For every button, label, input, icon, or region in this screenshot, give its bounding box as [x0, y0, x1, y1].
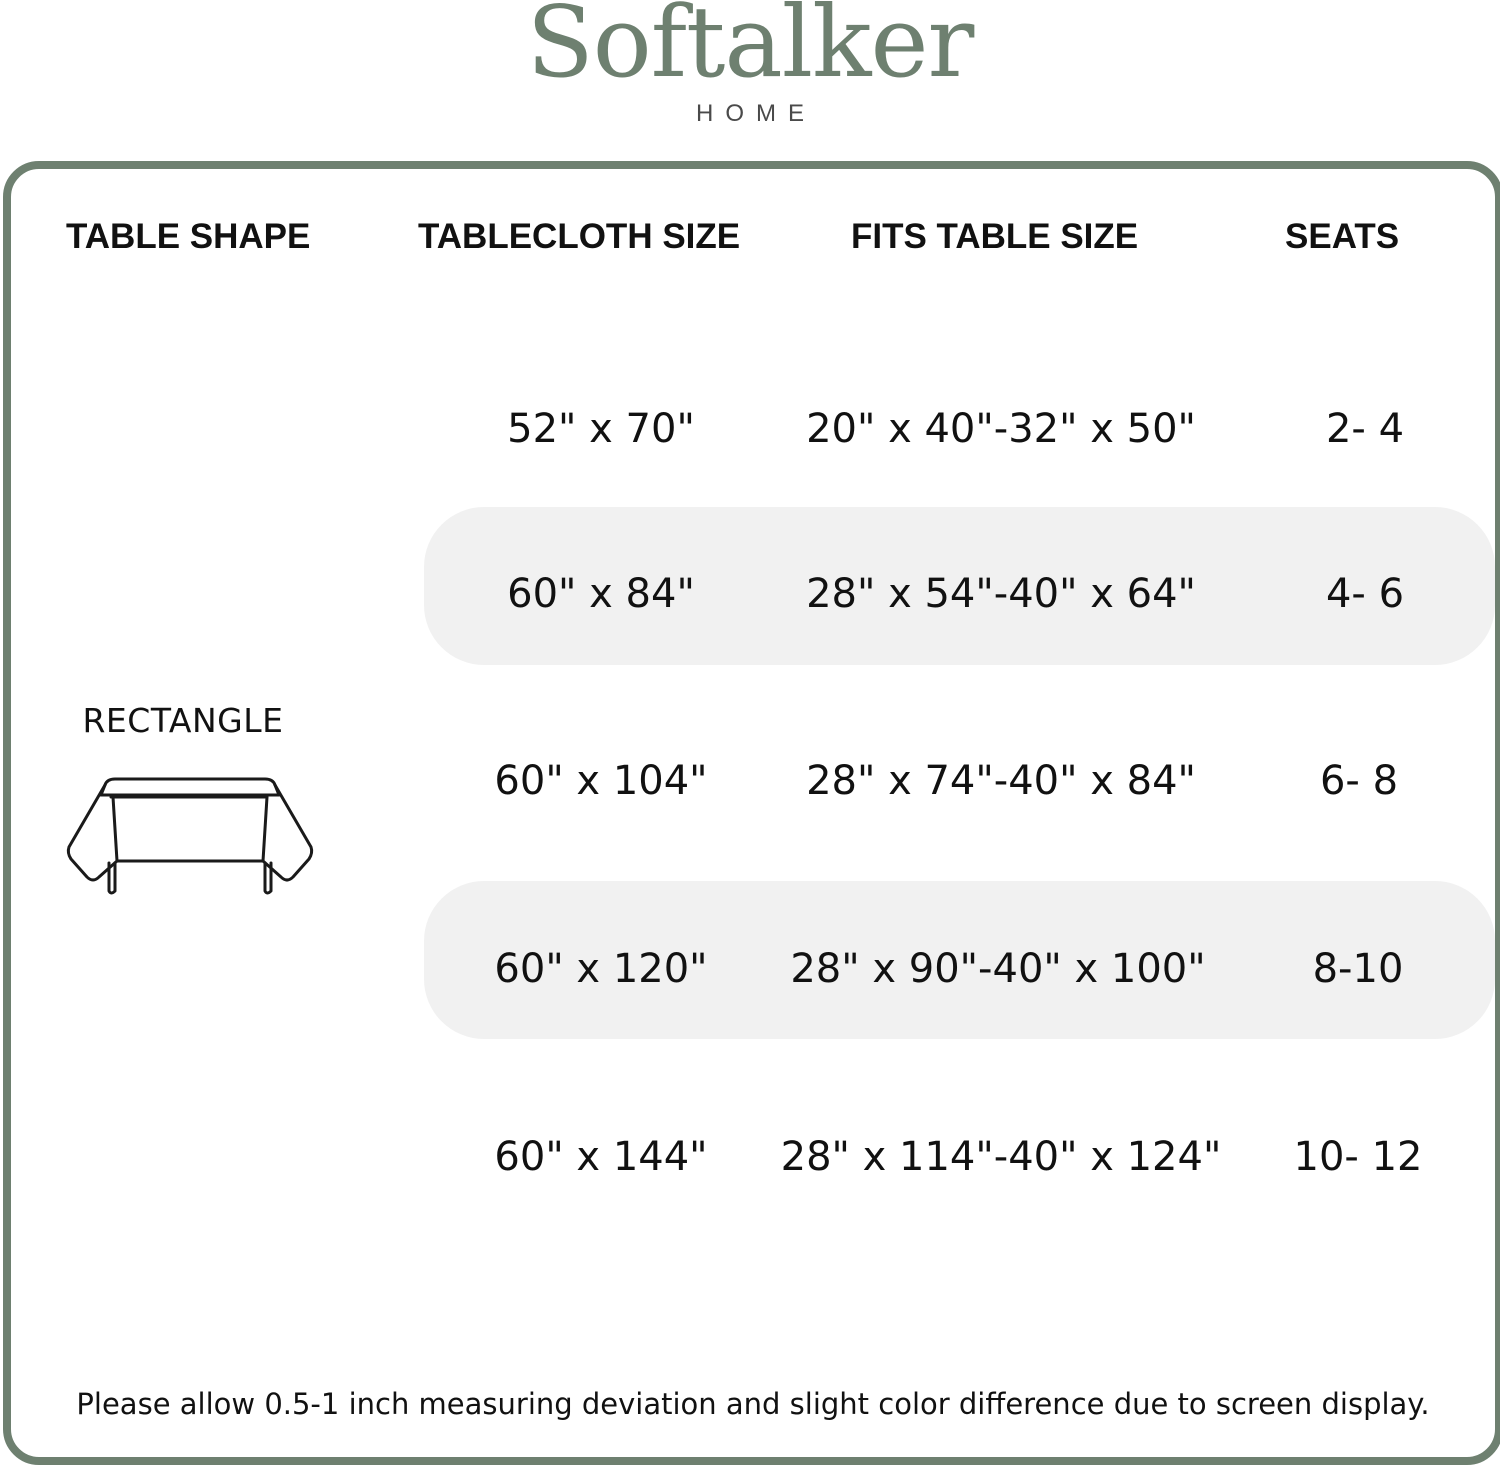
table-row — [11, 399, 1495, 459]
seats-cell: 2- 4 — [1325, 406, 1405, 452]
table-row — [11, 939, 1495, 999]
rectangle-table-icon — [65, 775, 315, 905]
brand-name: Softalker — [526, 0, 974, 100]
shape-label: RECTANGLE — [82, 701, 284, 740]
fits-table-size-cell: 20" x 40"-32" x 50" — [806, 406, 1196, 452]
tablecloth-size-cell: 60" x 104" — [494, 758, 708, 804]
tablecloth-size-cell: 52" x 70" — [507, 406, 695, 452]
header-table-shape: TABLE SHAPE — [66, 217, 311, 256]
disclaimer-note: Please allow 0.5-1 inch measuring deviation and slight color difference due to screen display. — [76, 1387, 1430, 1421]
table-header — [11, 217, 1495, 261]
size-chart-card — [3, 161, 1500, 1465]
seats-cell: 6- 8 — [1319, 758, 1399, 804]
table-row — [11, 564, 1495, 624]
tablecloth-size-cell: 60" x 120" — [494, 946, 708, 992]
fits-table-size-cell: 28" x 54"-40" x 64" — [806, 571, 1196, 617]
brand-subtitle: HOME — [696, 100, 816, 127]
tablecloth-size-cell: 60" x 84" — [507, 571, 695, 617]
header-fits-table-size: FITS TABLE SIZE — [851, 217, 1139, 256]
seats-cell: 4- 6 — [1325, 571, 1405, 617]
seats-cell: 8-10 — [1312, 946, 1404, 992]
fits-table-size-cell: 28" x 90"-40" x 100" — [790, 946, 1206, 992]
seats-cell: 10- 12 — [1293, 1134, 1423, 1180]
brand-logo — [0, 0, 1500, 150]
table-shape-cell — [65, 701, 315, 911]
header-seats: SEATS — [1285, 217, 1400, 256]
tablecloth-size-cell: 60" x 144" — [494, 1134, 708, 1180]
header-tablecloth-size: TABLECLOTH SIZE — [418, 217, 741, 256]
fits-table-size-cell: 28" x 114"-40" x 124" — [780, 1134, 1222, 1180]
fits-table-size-cell: 28" x 74"-40" x 84" — [806, 758, 1196, 804]
table-row — [11, 1127, 1495, 1187]
